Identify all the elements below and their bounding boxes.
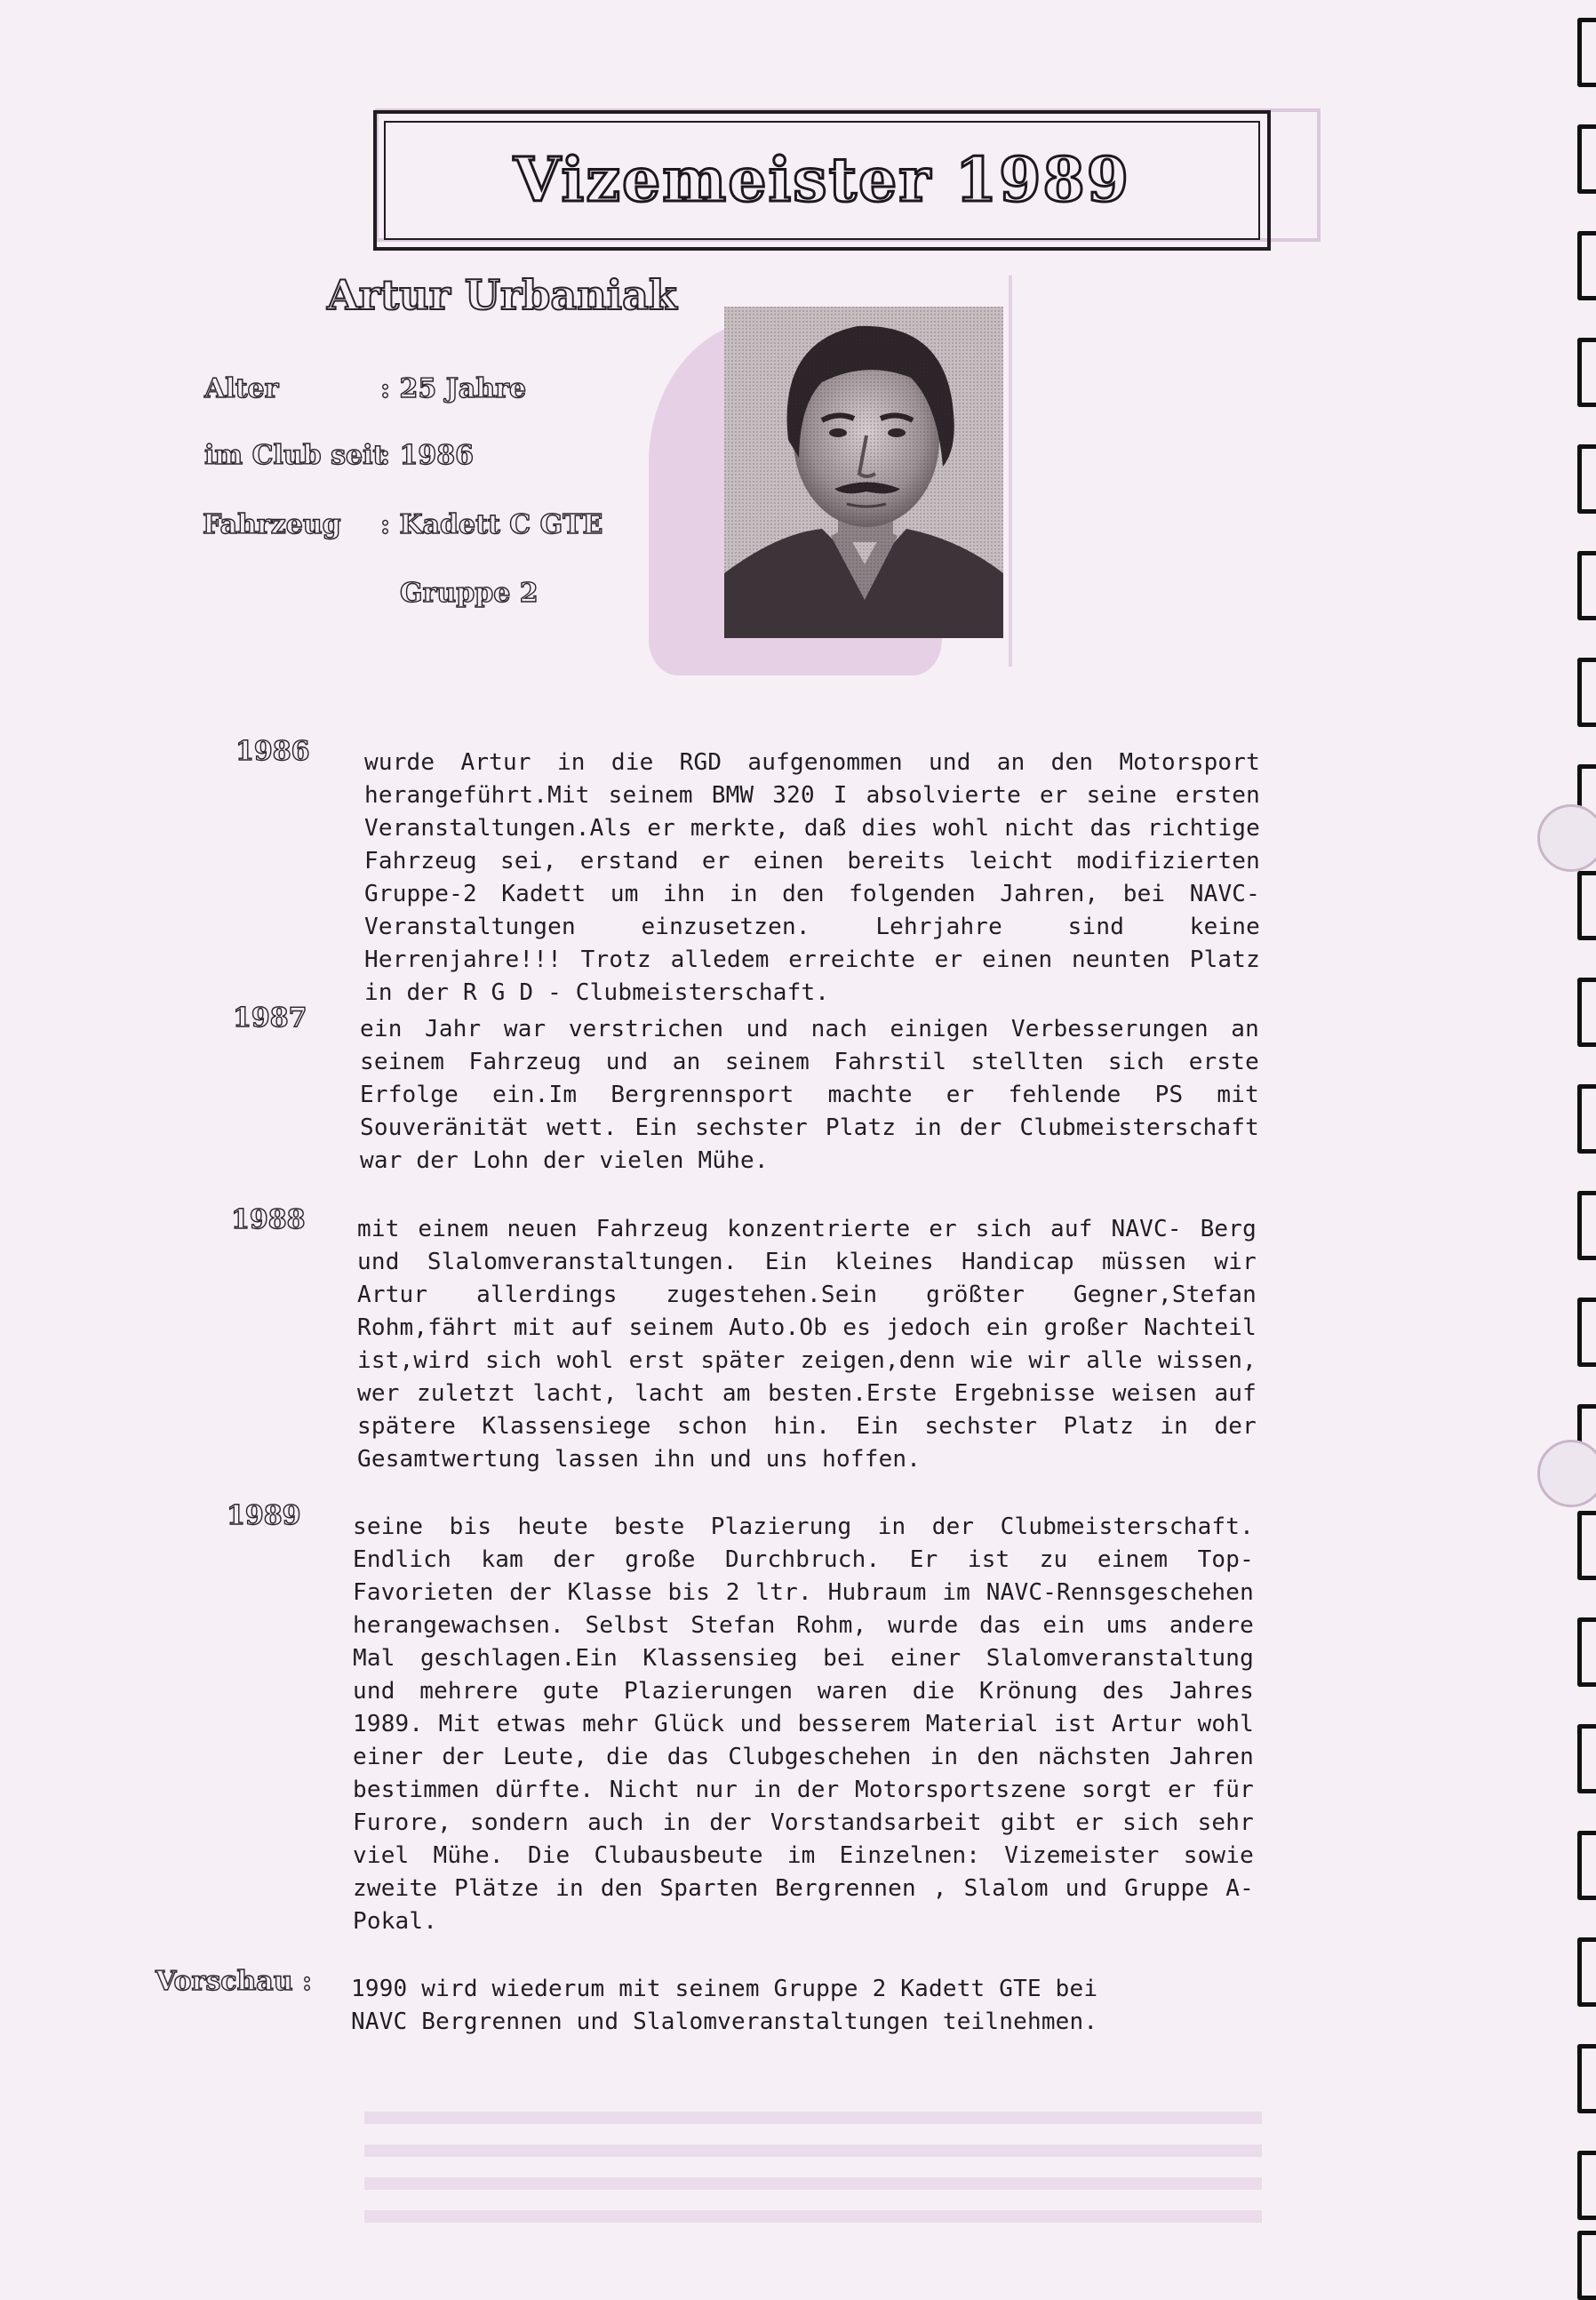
portrait-photo [724, 307, 1003, 638]
binder-ring [1577, 2151, 1596, 2220]
binder-ring [1577, 551, 1596, 620]
paragraph: seine bis heute beste Plazierung in der Clubmeisterschaft. Endlich kam der große Durchbruch. Er ist zu einem Top-Favorieten der Klasse bis 2 ltr. Hubraum im NAVC-Rennsgeschehen herangewachsen. Selbst Stefan Rohm, wurde das ein ums andere Mal geschlagen.Ein Klassensieg bei einer Slalomveranstaltung und mehrere gute Plazierungen waren die Krönung des Jahres 1989. Mit etwas mehr Glück und besserem Material ist Artur wohl einer der Leute, die das Clubgeschehen in den nächsten Jahren bestimmen dürfte. Nicht nur in der Motorsportszene sorgt er für Furore, sondern auch in der Vorstandsarbeit gibt er sich sehr viel Mühe. Die Clubausbeute im Einzelnen: Vizemeister sowie zweite Plätze in den Sparten Bergrennen , Slalom und Gruppe A-Pokal. [353, 1513, 1254, 1935]
year-label: 1988 [231, 1204, 306, 1235]
page-title: Vizemeister 1989 [513, 145, 1131, 216]
info-label-vehicle: Fahrzeug [203, 509, 341, 540]
section-text [357, 1213, 1257, 1476]
title-frame [373, 110, 1271, 251]
binder-ring [1577, 1724, 1596, 1793]
binder-ring [1577, 231, 1596, 300]
paragraph: mit einem neuen Fahrzeug konzentrierte er sich auf NAVC- Berg und Slalomveranstaltungen. Ein kleines Handicap müssen wir Artur allerdings zugestehen.Sein größter Gegner,Stefan Rohm,fährt mit auf seinem Auto.Ob es jedoch ein großer Nachteil ist,wird sich wohl erst später zeigen,denn wie wir alle wissen, wer zuletzt lacht, lacht am besten.Erste Ergebnisse weisen auf spätere Klassensiege schon hin. Ein sechster Platz in der Gesamtwertung lassen ihn und uns hoffen. [357, 1216, 1257, 1473]
binder-ring [1577, 2231, 1596, 2300]
info-label-member-since: im Club seit [204, 440, 386, 471]
bleed-through-lines [364, 2104, 1262, 2227]
info-value-vehicle: : Kadett C GTE [380, 509, 603, 540]
year-label: 1986 [235, 736, 310, 767]
year-label: 1987 [233, 1002, 307, 1034]
section-text [351, 1973, 1151, 2039]
outlook-label: Vorschau : [156, 1966, 313, 1997]
info-value-member-since: : 1986 [380, 440, 475, 471]
binder-ring [1577, 1191, 1596, 1260]
person-name: Artur Urbaniak [327, 271, 677, 319]
portrait-illustration [724, 307, 1003, 638]
paragraph: ein Jahr war verstrichen und nach einigen Verbesserungen an seinem Fahrzeug und an seinem Fahrstil stellten sich erste Erfolge ein.Im Bergrennsport machte er fehlende PS mit Souveränität wett. Ein sechster Platz in der Clubmeisterschaft war der Lohn der vielen Mühe. [360, 1016, 1259, 1174]
binder-ring [1577, 978, 1596, 1047]
section-text [360, 1013, 1259, 1178]
year-label: 1989 [227, 1500, 301, 1531]
section-text [353, 1511, 1254, 1938]
punch-hole [1537, 1440, 1596, 1507]
binder-ring [1577, 1298, 1596, 1367]
binder-ring [1577, 18, 1596, 87]
binder-ring [1577, 1831, 1596, 1900]
bleed-through-line [1009, 276, 1012, 667]
title-frame-inner [384, 121, 1260, 240]
binder-ring [1577, 338, 1596, 407]
paragraph: wurde Artur in die RGD aufgenommen und an den Motorsport herangeführt.Mit seinem BMW 320 I absolvierte er seine ersten Veranstaltungen.Als er merkte, daß dies wohl nicht das richtige Fahrzeug sei, erstand er einen bereits leicht modifizierten Gruppe-2 Kadett um ihn in den folgenden Jahren, bei NAVC-Veranstaltungen einzusetzen. Lehrjahre sind keine Herrenjahre!!! Trotz alledem erreichte er einen neunten Platz in der R G D - Clubmeisterschaft. [364, 749, 1260, 1006]
binder-ring [1577, 658, 1596, 727]
binder-ring [1577, 871, 1596, 940]
binder-ring [1577, 1511, 1596, 1580]
binder-ring [1577, 1084, 1596, 1154]
binder-ring [1577, 124, 1596, 194]
info-value-vehicle-group: Gruppe 2 [400, 578, 539, 609]
binder-ring [1577, 1937, 1596, 2007]
paragraph: 1990 wird wiederum mit seinem Gruppe 2 Kadett GTE bei NAVC Bergrennen und Slalomveranstaltungen teilnehmen. [351, 1976, 1098, 2035]
binder-ring [1577, 1617, 1596, 1687]
binder-ring [1577, 444, 1596, 514]
info-value-age: : 25 Jahre [380, 373, 527, 404]
punch-hole [1537, 804, 1596, 872]
info-label-age: Alter [204, 373, 279, 404]
binder-ring [1577, 2044, 1596, 2113]
section-text [364, 747, 1260, 1010]
